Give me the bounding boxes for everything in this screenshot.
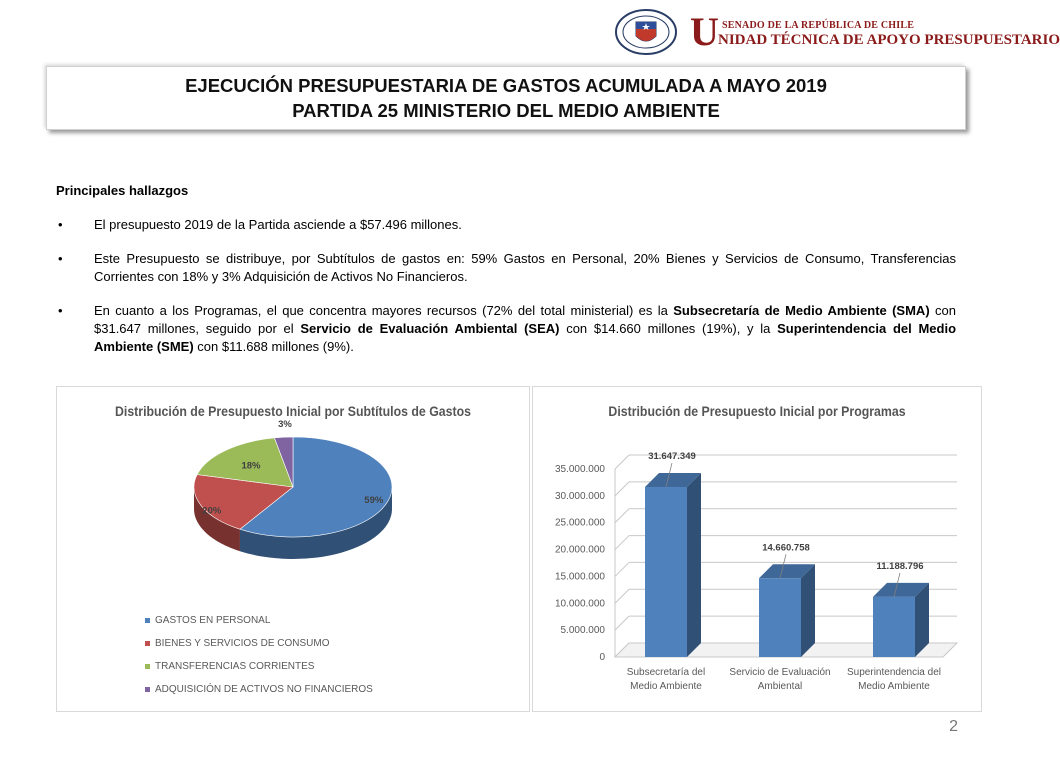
pie-data-label: 59% <box>364 494 384 506</box>
finding-item-2 <box>56 250 956 286</box>
x-category-label: Medio Ambiente <box>858 681 930 692</box>
finding-text-3a: En cuanto a los Programas, el que concentra mayores recursos (72% del total ministerial) es la <box>94 303 674 318</box>
legend-label: ADQUISICIÓN DE ACTIVOS NO FINANCIEROS <box>155 684 373 695</box>
y-tick-label: 35.000.000 <box>554 464 605 475</box>
x-category-label: Servicio de Evaluación <box>729 667 831 678</box>
x-category-label: Medio Ambiente <box>630 681 702 692</box>
page-title-line1: EJECUCIÓN PRESUPUESTARIA DE GASTOS ACUMULADA A MAYO 2019 <box>185 75 827 96</box>
page-number: 2 <box>949 718 958 735</box>
x-category-label: Subsecretaría del <box>626 667 706 678</box>
senado-seal-icon <box>614 8 678 56</box>
pie-data-label: 3% <box>278 419 292 430</box>
page-title-line2: PARTIDA 25 MINISTERIO DEL MEDIO AMBIENTE <box>292 100 720 121</box>
bar-data-label: 14.660.758 <box>762 542 810 554</box>
x-category-label: Ambiental <box>757 681 803 692</box>
pie-legend-item <box>145 615 373 638</box>
bar-chart <box>533 387 981 711</box>
finding-sme: Superintendencia del Medio Ambiente (SME) <box>94 321 957 354</box>
finding-text-3g: con $11.688 millones (9%). <box>193 339 354 354</box>
legend-label: TRANSFERENCIAS CORRIENTES <box>155 661 315 672</box>
grid-diagonal <box>615 562 629 576</box>
x-category-label: Superintendencia del <box>847 667 941 678</box>
pie-data-label: 18% <box>241 460 261 472</box>
y-tick-label: 5.000.000 <box>560 625 605 637</box>
pie-legend-item <box>145 638 373 661</box>
findings-heading: Principales hallazgos <box>56 183 189 198</box>
pie-data-label: 20% <box>202 505 222 517</box>
bar <box>759 578 801 657</box>
legend-swatch <box>145 687 150 692</box>
finding-text-3e: con $14.660 millones (19%), y la <box>559 321 778 336</box>
grid-diagonal <box>615 589 629 603</box>
y-tick-label: 20.000.000 <box>554 544 605 556</box>
grid-diagonal <box>615 455 629 469</box>
logo-letter-u: U <box>690 9 719 54</box>
legend-label: GASTOS EN PERSONAL <box>155 615 271 626</box>
pie-chart-title: Distribución de Presupuesto Inicial por Subtítulos de Gastos <box>115 403 471 419</box>
bullet-marker: • <box>58 303 63 318</box>
legend-swatch <box>145 641 150 646</box>
y-tick-label: 10.000.000 <box>554 598 605 610</box>
legend-label: BIENES Y SERVICIOS DE CONSUMO <box>155 638 330 649</box>
pie-legend <box>145 615 373 707</box>
grid-diagonal <box>615 536 629 550</box>
bar <box>873 597 915 657</box>
bar-side <box>687 473 701 657</box>
logo-senado-text: SENADO DE LA REPÚBLICA DE CHILE <box>722 20 915 31</box>
logo-unit-text: NIDAD TÉCNICA DE APOYO PRESUPUESTARIO <box>718 32 1060 48</box>
finding-text-1: El presupuesto 2019 de la Partida asciende a $57.496 millones. <box>94 217 462 232</box>
bullet-marker: • <box>58 251 63 266</box>
grid-diagonal <box>615 482 629 496</box>
findings-section <box>56 182 956 372</box>
senado-logo <box>614 8 1060 58</box>
y-tick-label: 25.000.000 <box>554 517 605 529</box>
finding-item-1 <box>56 216 956 234</box>
bar-data-label: 31.647.349 <box>648 451 696 463</box>
finding-sma: Subsecretaría de Medio Ambiente (SMA) <box>673 303 930 318</box>
bar-chart-title: Distribución de Presupuesto Inicial por Programas <box>608 403 906 419</box>
finding-text-2: Este Presupuesto se distribuye, por Subtítulos de gastos en: 59% Gastos en Personal, 20% Bienes y Servicios de Consumo, Transferencias Corrientes con 18% y 3% Adquisición de Activos No Financieros. <box>94 251 956 284</box>
pie-legend-item <box>145 661 373 684</box>
legend-swatch <box>145 664 150 669</box>
bar-data-label: 11.188.796 <box>876 560 924 572</box>
y-tick-label: 15.000.000 <box>554 571 605 583</box>
finding-item-3 <box>56 302 956 356</box>
bar-chart-panel <box>532 386 982 712</box>
bar <box>645 487 687 657</box>
legend-swatch <box>145 618 150 623</box>
y-tick-label: 0 <box>599 652 605 663</box>
grid-diagonal <box>615 509 629 523</box>
pie-legend-item <box>145 684 373 707</box>
bar-side <box>801 564 815 657</box>
title-box <box>46 66 966 130</box>
finding-text-3c: con $31.647 millones, seguido por el <box>94 303 956 336</box>
pie-chart-panel <box>56 386 530 712</box>
grid-diagonal <box>615 616 629 630</box>
y-tick-label: 30.000.000 <box>554 490 605 502</box>
finding-sea: Servicio de Evaluación Ambiental (SEA) <box>300 321 560 336</box>
bullet-marker: • <box>58 217 63 232</box>
